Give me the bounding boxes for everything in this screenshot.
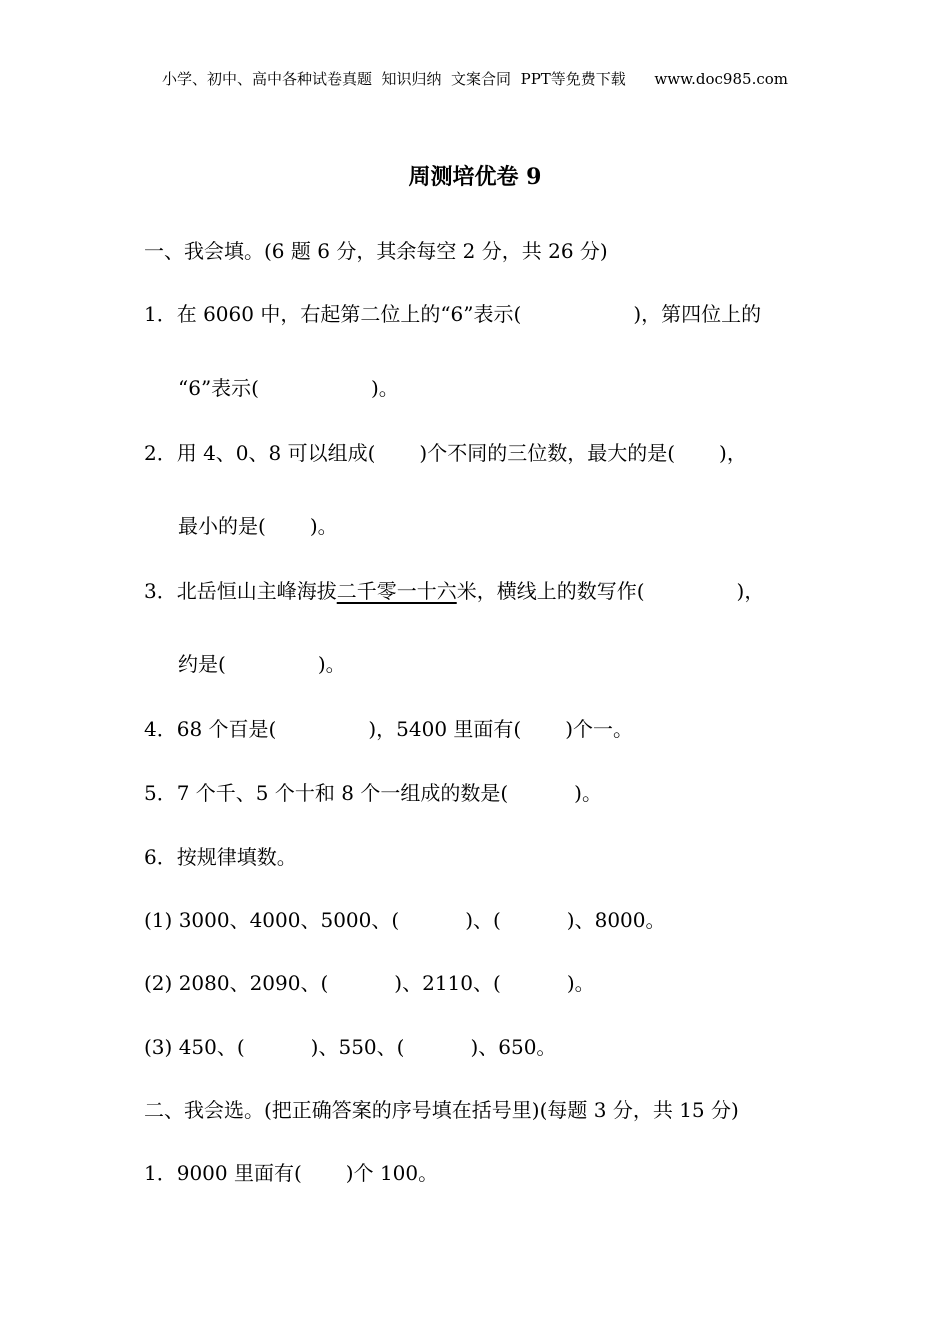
q4-text-c: )个一。: [565, 717, 634, 741]
question-6-part-3: [144, 1033, 556, 1061]
q3-text-e: )。: [317, 652, 346, 676]
section2-question-1: [144, 1159, 438, 1187]
question-6-heading: 6．按规律填数。: [144, 845, 297, 869]
q2-text-c: )，: [719, 441, 747, 465]
q1-text-b: )，第四位上的: [633, 302, 762, 326]
page-title: 周测培优卷 9: [408, 164, 542, 190]
q6p1-text-a: (1) 3000、4000、5000、(: [144, 908, 400, 932]
q5-text-b: )。: [574, 781, 602, 805]
q2-text-d: 最小的是(: [178, 514, 266, 538]
q1-text-c: “6”表示(: [178, 376, 259, 400]
s2q1-text-a: 1．9000 里面有(: [144, 1161, 302, 1185]
q6p1-text-c: )、8000。: [566, 908, 666, 932]
q6p2-text-a: (2) 2080、2090、(: [144, 971, 329, 995]
section2-heading: 二、我会选。(把正确答案的序号填在括号里)(每题 3 分，共 15 分): [144, 1098, 739, 1122]
q2-text-a: 2．用 4、0、8 可以组成(: [144, 441, 376, 465]
q6p2-text-b: )、2110、(: [394, 971, 501, 995]
s2q1-text-b: )个 100。: [345, 1161, 439, 1185]
q6p3-text-c: )、650。: [470, 1035, 557, 1059]
q3-text-a: 3．北岳恒山主峰海拔: [144, 579, 337, 603]
q1-text-a: 1．在 6060 中，右起第二位上的“6”表示(: [144, 302, 522, 326]
q5-text-a: 5．7 个千、5 个十和 8 个一组成的数是(: [144, 781, 509, 805]
site-header: 小学、初中、高中各种试卷真题 知识归纳 文案合同 PPT等免费下载 www.doc985.com: [161, 70, 788, 88]
question-3-line2: [178, 650, 346, 678]
question-6-part-2: [144, 969, 595, 997]
question-3-line1: [144, 577, 764, 605]
q4-text-b: )，5400 里面有(: [368, 717, 522, 741]
q6p1-text-b: )、(: [465, 908, 501, 932]
q4-text-a: 4．68 个百是(: [144, 717, 277, 741]
question-2-line2: [178, 512, 338, 540]
question-6-part-1: [144, 906, 666, 934]
question-5: [144, 779, 602, 807]
underlined-number-words: 二千零一十六: [336, 579, 457, 603]
q6p3-text-b: )、550、(: [310, 1035, 405, 1059]
q2-text-e: )。: [309, 514, 338, 538]
q3-text-b: 米，横线上的数写作(: [456, 579, 645, 603]
section1-heading: 一、我会填。(6 题 6 分，其余每空 2 分，共 26 分): [144, 239, 608, 263]
q2-text-b: )个不同的三位数，最大的是(: [419, 441, 676, 465]
question-4: [144, 715, 633, 743]
q1-text-d: )。: [370, 376, 399, 400]
q3-text-d: 约是(: [178, 652, 226, 676]
q6p3-text-a: (3) 450、(: [144, 1035, 245, 1059]
q6p2-text-c: )。: [566, 971, 595, 995]
question-1-line2: [178, 374, 399, 402]
question-1-line1: [144, 300, 761, 328]
q3-text-c: )，: [736, 579, 765, 603]
question-2-line1: [144, 439, 747, 467]
